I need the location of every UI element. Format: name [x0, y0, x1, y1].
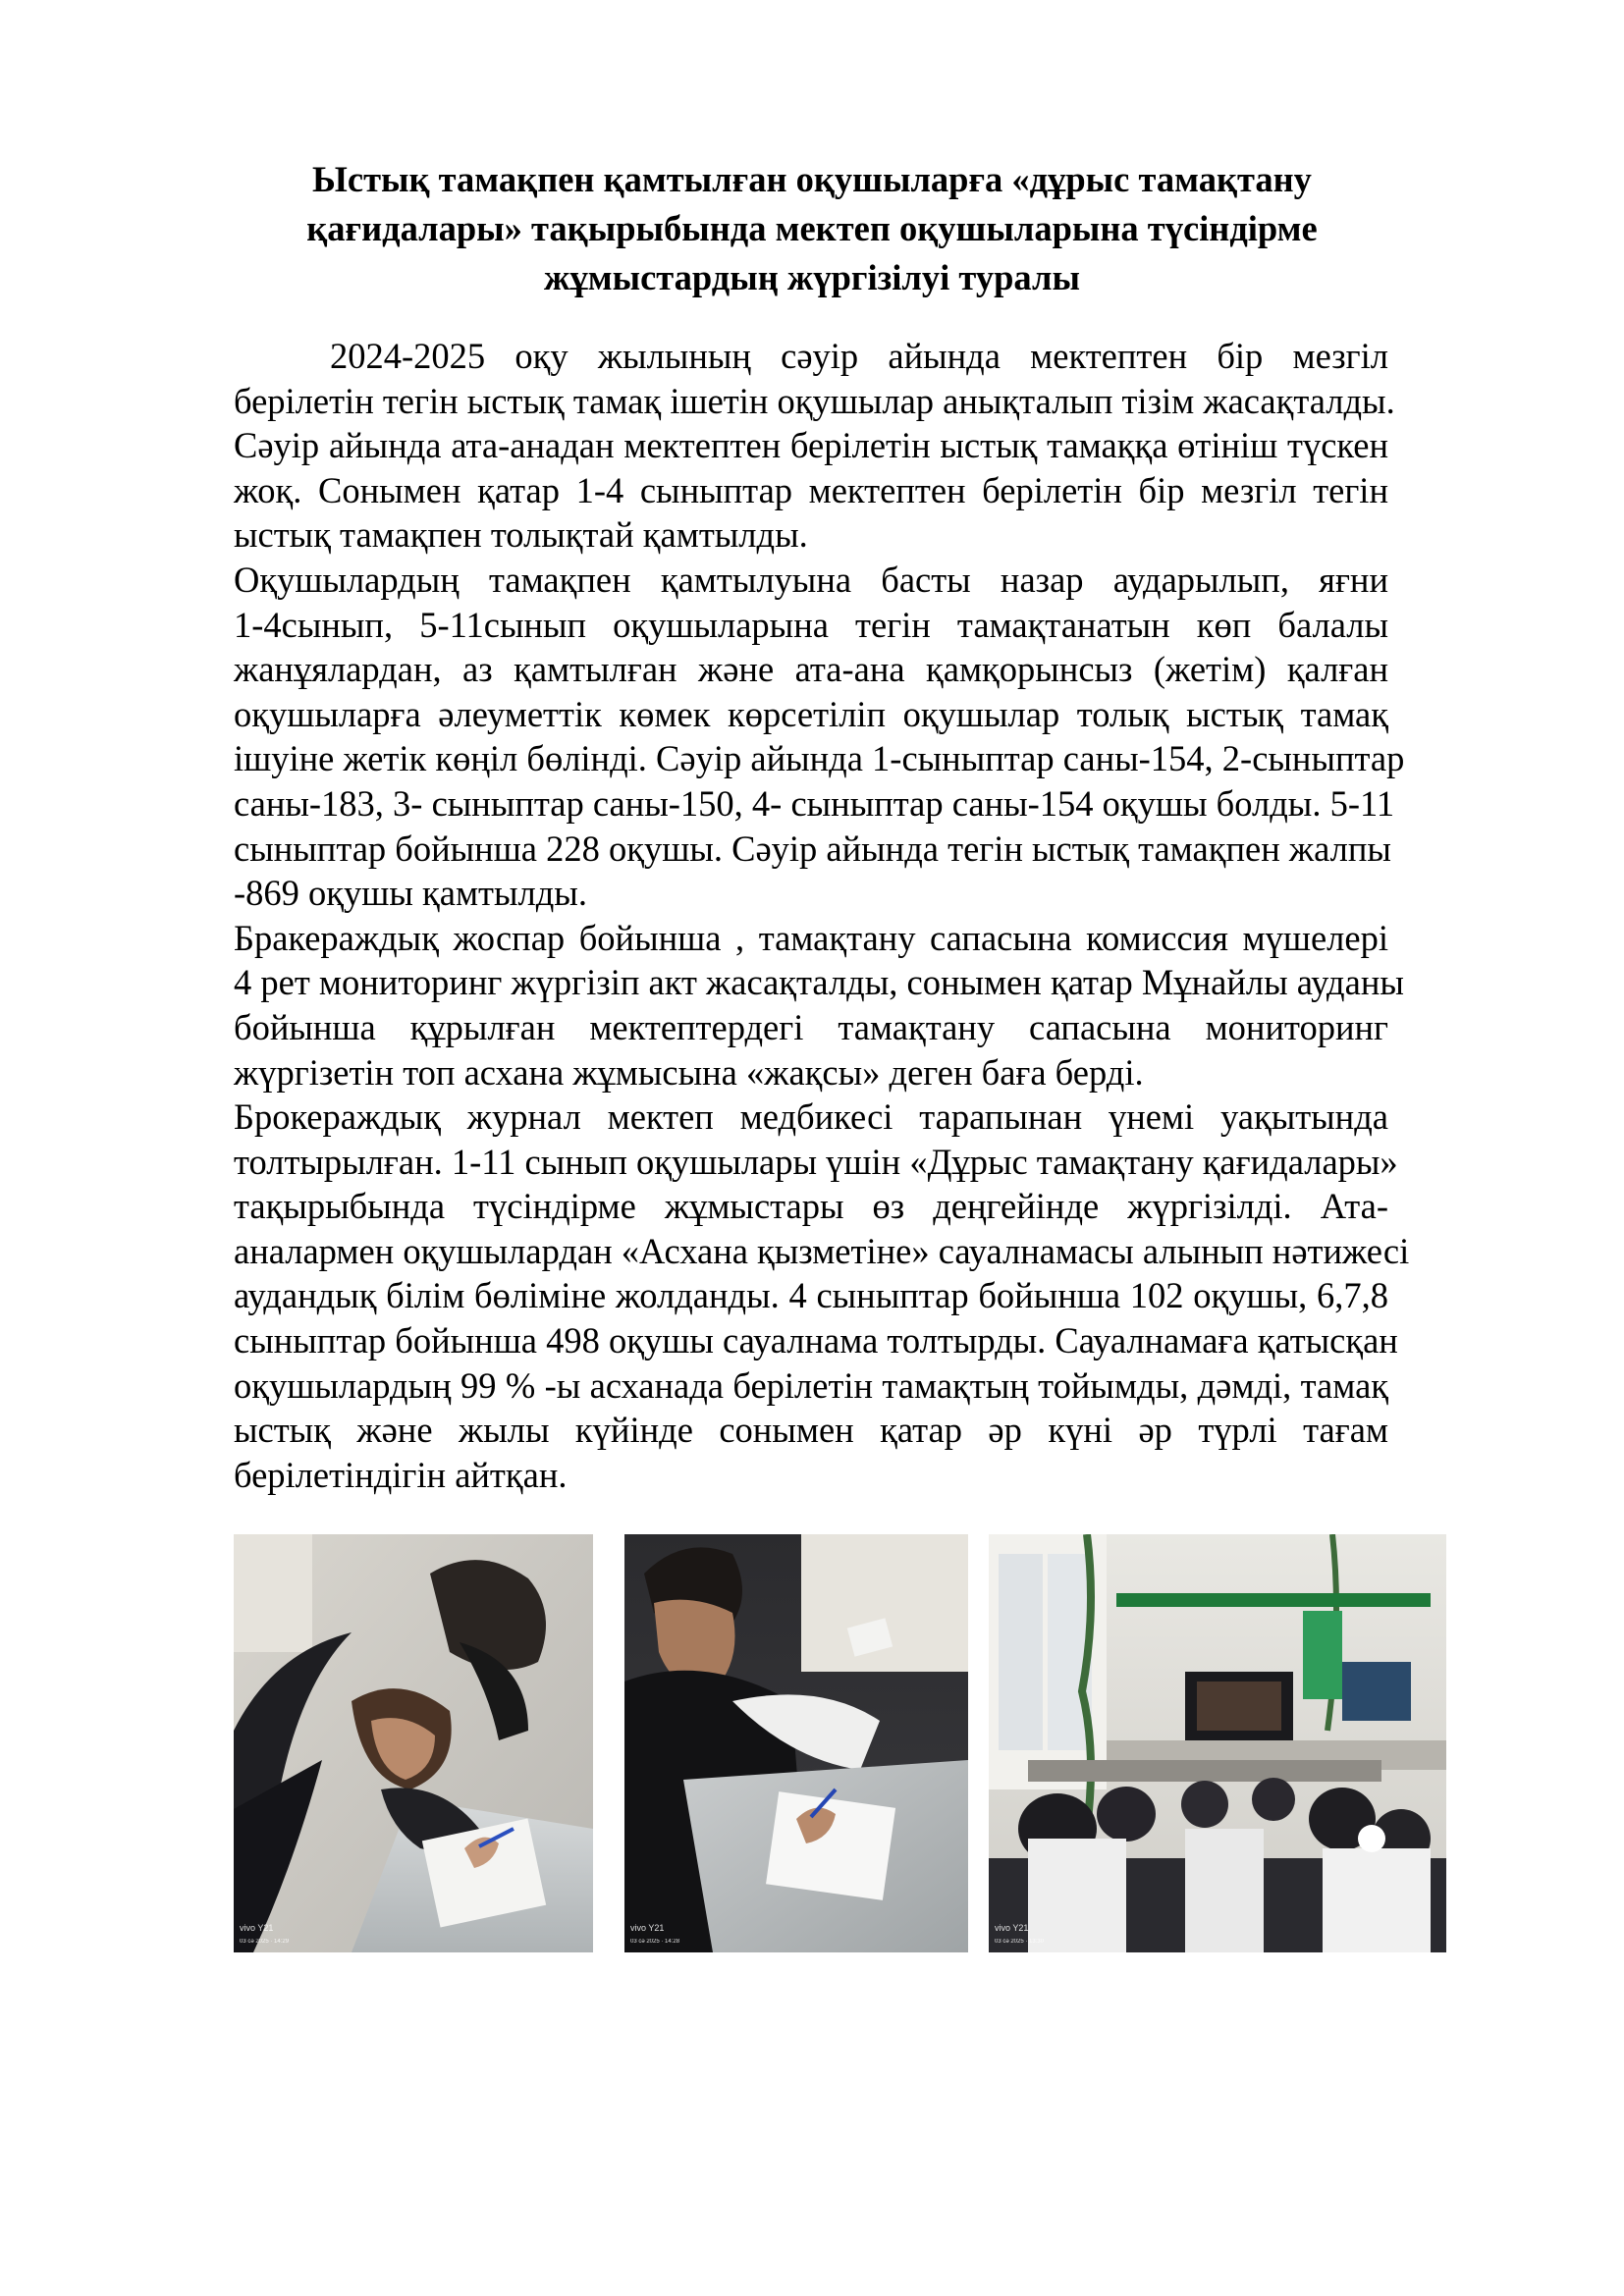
text-line: жүргізетін топ асхана жұмысына «жақсы» деген баға берді.	[234, 1051, 1144, 1093]
text-line: ішуіне жетік көңіл бөлінді. Сәуір айында 1-сыныптар саны-154, 2-сыныптар	[234, 738, 1405, 779]
text-line: жоқ. Сонымен қатар 1-4 сыныптар мектептен берілетін бір мезгіл тегін	[234, 469, 1388, 510]
photo-watermark-date: 03 сә 2025 · 14:29	[240, 1939, 290, 1945]
text-line: оқушылардың 99 % -ы асханада берілетін тамақтың тойымды, дәмді, тамақ	[234, 1364, 1388, 1406]
text-line: ыстық тамақпен толықтай қамтылды.	[234, 514, 808, 556]
text-line: 4 рет мониторинг жүргізіп акт жасақталды, сонымен қатар Мұнайлы ауданы	[234, 962, 1404, 1003]
text-line: саны-183, 3- сыныптар саны-150, 4- сыныптар саны-154 оқушы болды. 5-11	[234, 782, 1395, 824]
photo-student-closeup-image	[624, 1534, 968, 1952]
text-line: 2024-2025 оқу жылының сәуір айында мектептен бір мезгіл	[330, 336, 1388, 376]
text-line: толтырылған. 1-11 сынып оқушылары үшін «Дұрыс тамақтану қағидалары»	[234, 1141, 1398, 1182]
text-line: берілетін тегін ыстық тамақ ішетін оқушылар анықталып тізім жасақталды.	[234, 380, 1395, 421]
text-line: Бракераждық жоспар бойынша , тамақтану сапасына комиссия мүшелері	[234, 917, 1388, 958]
paragraph-2	[234, 558, 1405, 916]
photo-classroom-image	[989, 1534, 1446, 1952]
text-line: Оқушылардың тамақпен қамтылуына басты назар аударылып, яғни	[234, 559, 1388, 600]
photo-classroom	[989, 1534, 1446, 1952]
text-line: жанұялардан, аз қамтылған және ата-ана қамқорынсыз (жетім) қалған	[234, 649, 1388, 690]
title-line: жұмыстардың жүргізілуі туралы	[544, 257, 1080, 297]
photo-watermark-date: 03 сә 2025 · 14:28	[630, 1939, 680, 1945]
text-line: аналармен оқушылардан «Асхана қызметіне» сауалнамасы алынып нәтижесі	[234, 1230, 1410, 1271]
photo-student-closeup	[624, 1534, 968, 1952]
photo-watermark-date: 03 сә 2025 · 13:30	[995, 1939, 1045, 1945]
document-title	[236, 155, 1388, 302]
photo-student-writing-image	[234, 1534, 593, 1952]
text-line: аудандық білім бөліміне жолданды. 4 сыныптар бойынша 102 оқушы, 6,7,8	[234, 1275, 1388, 1316]
text-line: сыныптар бойынша 498 оқушы сауалнама толтырды. Сауалнамаға қатысқан	[234, 1320, 1398, 1362]
text-line: оқушыларға әлеуметтік көмек көрсетіліп оқушылар толық ыстық тамақ	[234, 693, 1388, 734]
paragraph-4	[234, 1095, 1410, 1497]
text-line: Сәуір айында ата-анадан мектептен берілетін ыстық тамаққа өтініш түскен	[234, 425, 1388, 466]
text-line: сыныптар бойынша 228 оқушы. Сәуір айында тегін ыстық тамақпен жалпы	[234, 828, 1391, 869]
text-line: бойынша құрылған мектептердегі тамақтану сапасына мониторинг	[234, 1006, 1388, 1047]
text-line: 1-4сынып, 5-11сынып оқушыларына тегін тамақтанатын көп балалы	[234, 604, 1388, 645]
text-line: ыстық және жылы күйінде сонымен қатар әр күні әр түрлі тағам	[234, 1410, 1388, 1451]
paragraph-3	[234, 916, 1404, 1095]
title-line: қағидалары» тақырыбында мектеп оқушыларына түсіндірме	[306, 208, 1318, 248]
text-line: тақырыбында түсіндірме жұмыстары өз деңгейінде жүргізілді. Ата-	[234, 1186, 1388, 1227]
photo-watermark-model: vivo Y21	[630, 1923, 665, 1933]
text-line: -869 оқушы қамтылды.	[234, 873, 587, 914]
photo-student-writing	[234, 1534, 593, 1952]
photo-watermark-model: vivo Y21	[995, 1923, 1029, 1933]
document-body	[234, 334, 1410, 1497]
photo-watermark-model: vivo Y21	[240, 1923, 274, 1933]
title-line: Ыстық тамақпен қамтылған оқушыларға «дұрыс тамақтану	[312, 159, 1312, 199]
paragraph-1	[234, 334, 1395, 558]
text-line: берілетіндігін айтқан.	[234, 1454, 568, 1495]
text-line: Брокераждық журнал мектеп медбикесі тарапынан үнемі уақытында	[234, 1096, 1388, 1138]
